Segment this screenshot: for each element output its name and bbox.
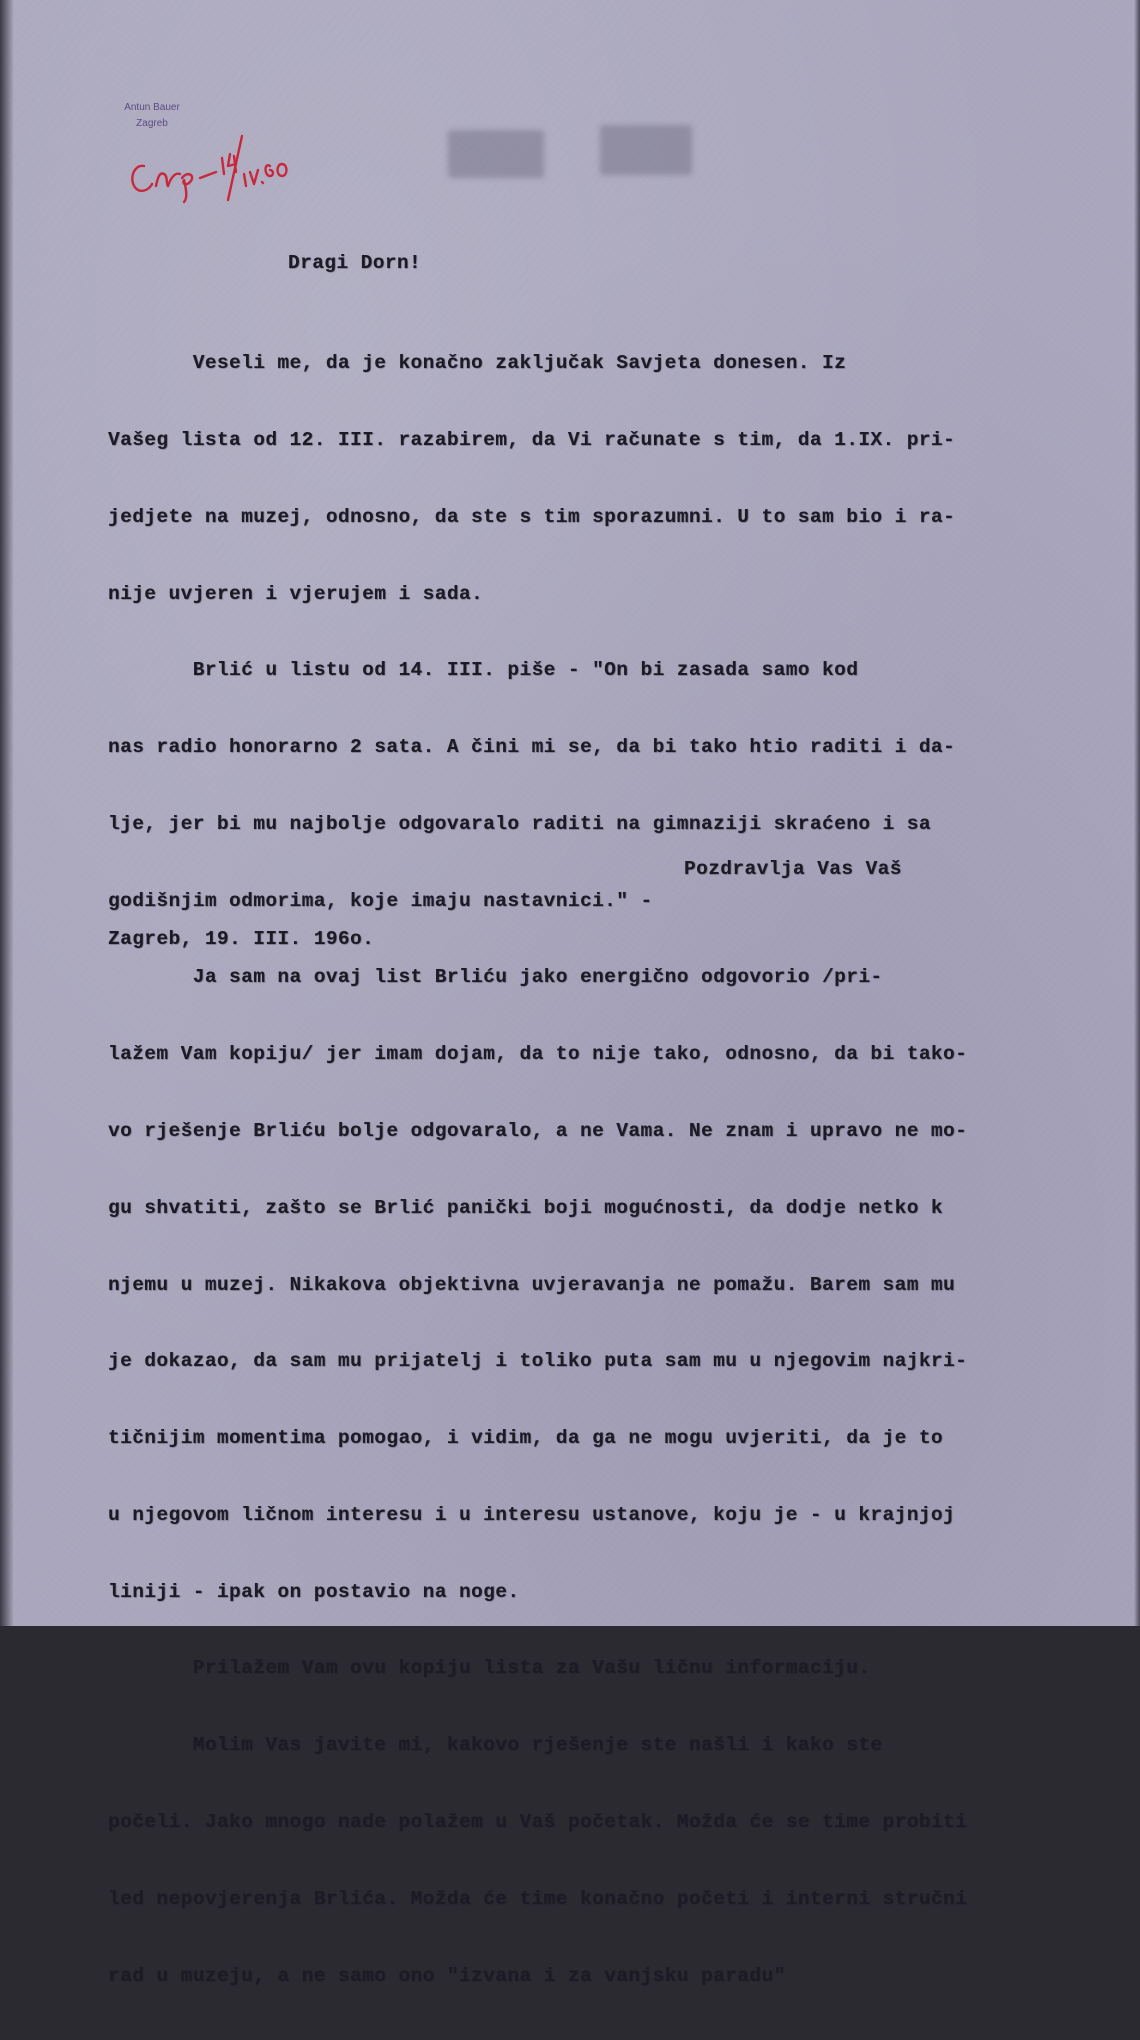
body-line: u njegovom ličnom interesu i u interesu ustanove, koju je - u krajnjoj [108, 1503, 956, 1526]
body-line: liniji - ipak on postavio na noge. [108, 1580, 520, 1603]
body-line: vo rješenje Brliću bolje odgovaralo, a ne Vama. Ne znam i upravo ne mo- [108, 1120, 968, 1142]
body-line: Ja sam na ovaj list Brliću jako energično odgovorio /pri- [108, 966, 883, 989]
salutation: Dragi Dorn! [288, 252, 422, 274]
body-line: jedjete na muzej, odnosno, da ste s tim sporazumni. U to sam bio i ra- [108, 505, 956, 528]
body-line: počeli. Jako mnogo nade polažem u Vaš početak. Možda će se time probiti [108, 1811, 968, 1834]
closing: Pozdravlja Vas Vaš [684, 858, 902, 880]
body-line: Brlić u listu od 14. III. piše - "On bi zasada samo kod [108, 659, 859, 682]
body-line: Prilažem Vam ovu kopiju lista za Vašu ličnu informaciju. [108, 1657, 871, 1680]
body-line: led nepovjerenja Brlića. Možda će time konačno početi i interni stručni [108, 1887, 968, 1910]
stamp-name: Antun Bauer [124, 102, 180, 113]
body-line: Vašeg lista od 12. III. razabirem, da Vi računate s tim, da 1.IX. pri- [108, 428, 956, 451]
body-line: njemu u muzej. Nikakova objektivna uvjeravanja ne pomažu. Barem sam mu [108, 1273, 956, 1296]
dateline: Zagreb, 19. III. 196o. [108, 928, 375, 950]
handwritten-annotation [124, 126, 304, 206]
body-line: Molim Vas javite mi, kakovo rješenje ste našli i kako ste [108, 1734, 883, 1757]
body-line: tičnijim momentima pomogao, i vidim, da ga ne mogu uvjeriti, da je to [108, 1427, 944, 1450]
body-line: nas radio honorarno 2 sata. A čini mi se, da bi tako htio raditi i da- [108, 736, 956, 759]
body-line: lažem Vam kopiju/ jer imam dojam, da to nije tako, odnosno, da bi tako- [108, 1043, 968, 1066]
ink-smudge [448, 130, 544, 178]
body-line: rad u muzeju, a ne samo ono "izvana i za vanjsku paradu" [108, 1964, 786, 1987]
letter-body [108, 300, 1088, 2040]
body-line: Veseli me, da je konačno zaključak Savjeta donesen. Iz [108, 352, 847, 375]
scan-edge-left [0, 0, 14, 1626]
body-line: lje, jer bi mu najbolje odgovaralo raditi na gimnaziji skraćeno i sa [108, 812, 931, 835]
ink-smudge [600, 125, 692, 175]
scan-edge-right [1134, 0, 1140, 1626]
stamp-city: Zagreb [136, 118, 168, 129]
body-line: godišnjim odmorima, koje imaju nastavnici." - [108, 889, 653, 912]
body-line: je dokazao, da sam mu prijatelj i toliko puta sam mu u njegovim najkri- [108, 1350, 968, 1373]
body-line: nije uvjeren i vjerujem i sada. [108, 582, 484, 605]
body-line: gu shvatiti, zašto se Brlić panički boji mogućnosti, da dodje netko k [108, 1196, 944, 1219]
